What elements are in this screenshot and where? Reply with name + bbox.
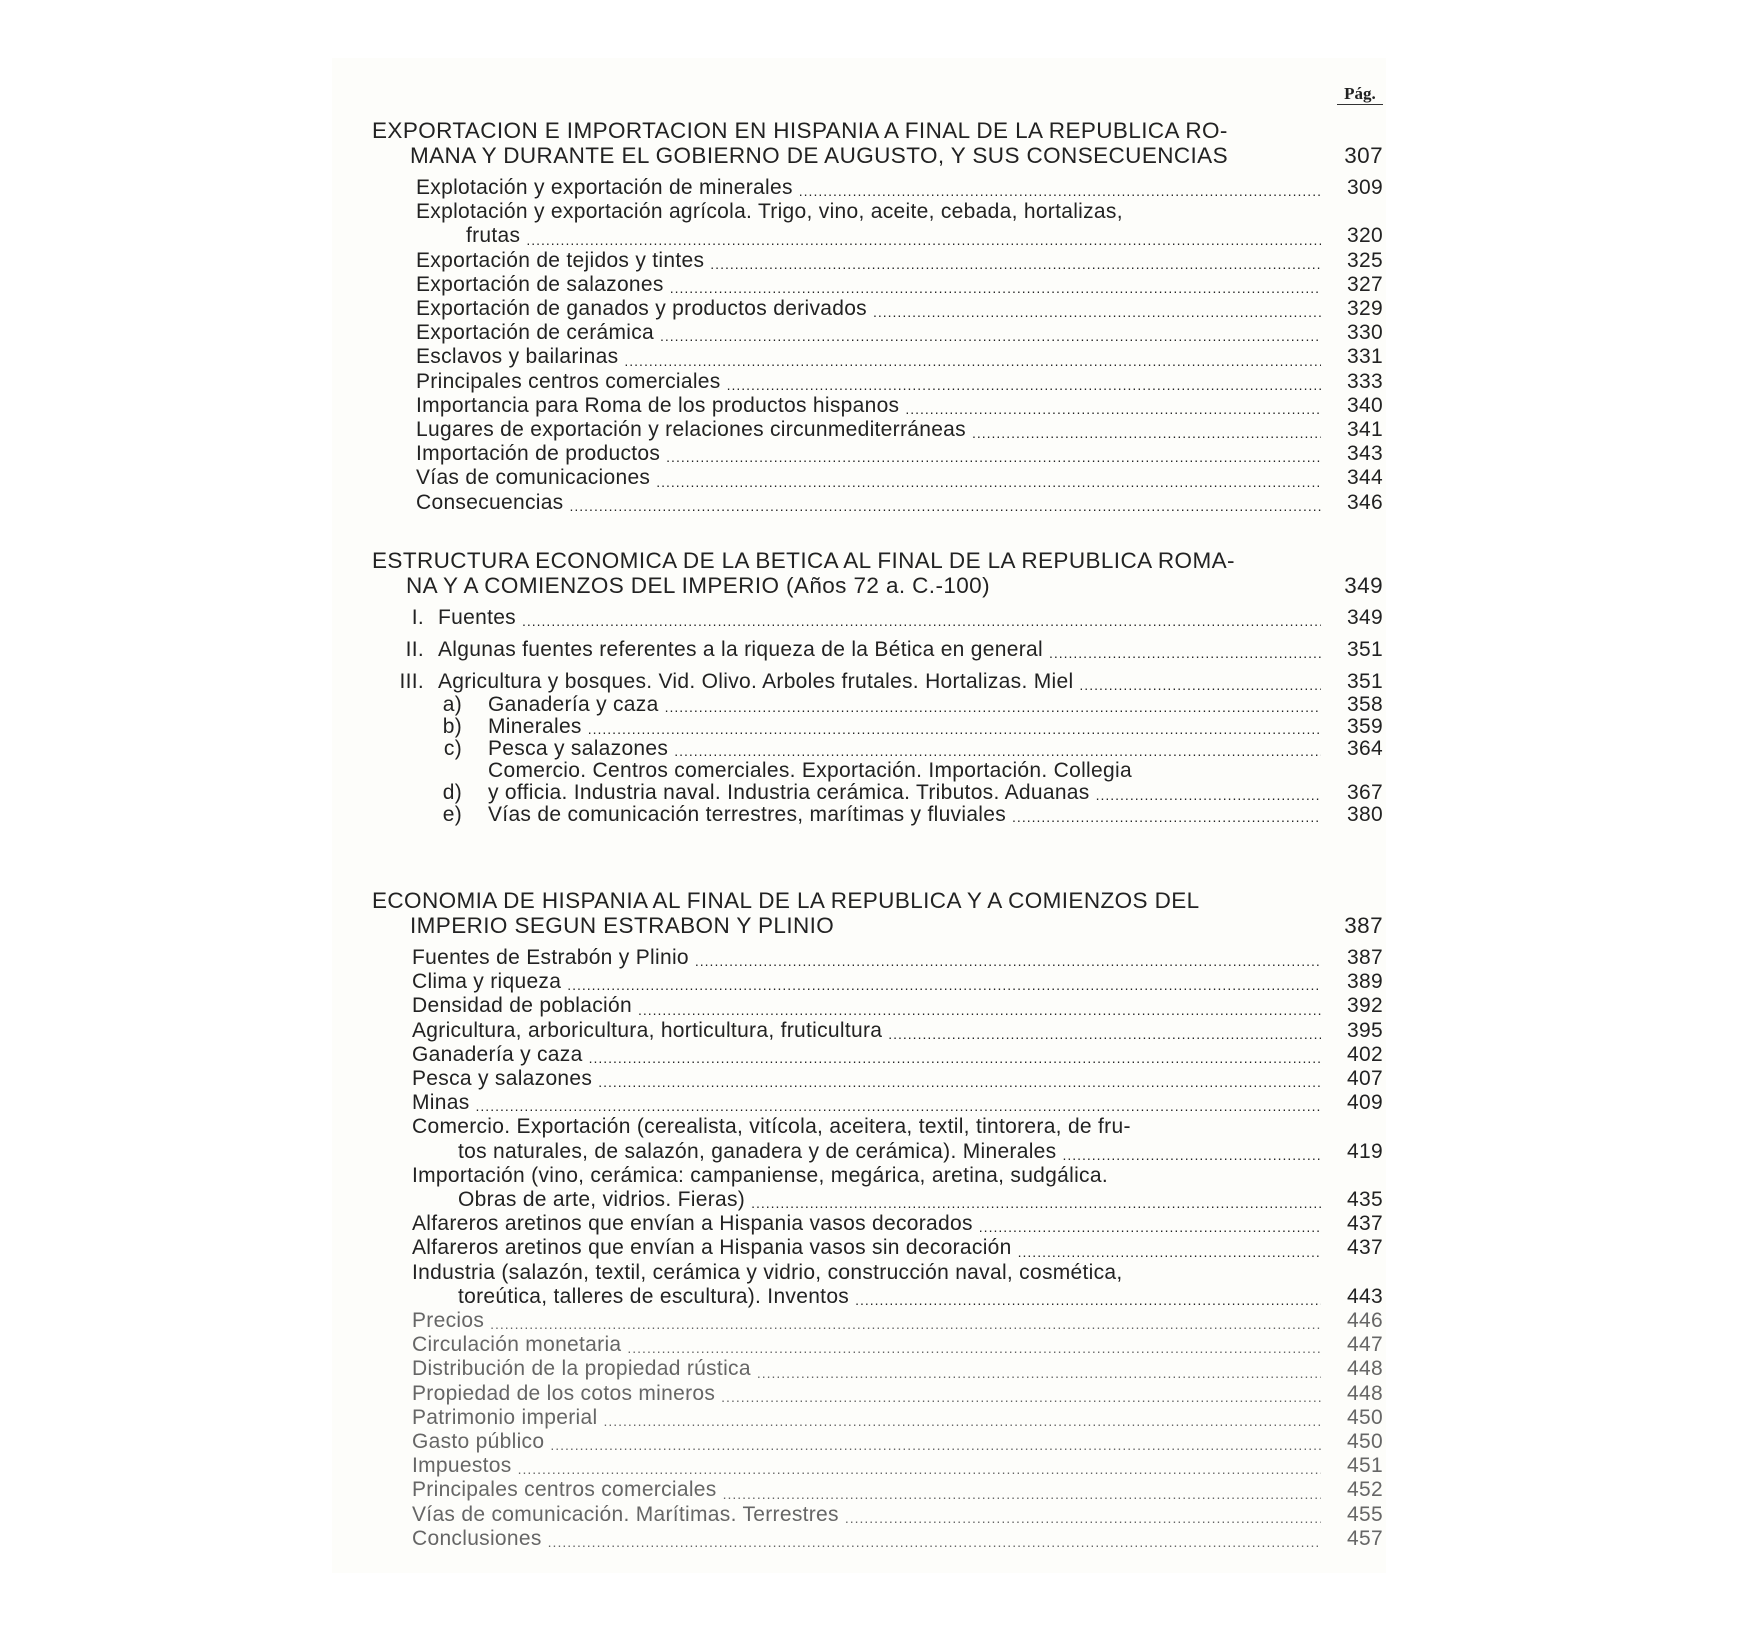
toc-entry <box>412 1430 1383 1454</box>
toc-entry-label: Vías de comunicación terrestres, marítimas y fluviales <box>488 804 1007 826</box>
toc-entry <box>416 249 1383 273</box>
section-2 <box>372 548 1383 826</box>
toc-entry-page: 437 <box>1347 1212 1383 1236</box>
toc-entry <box>416 418 1383 442</box>
entry-number: a) <box>442 693 462 716</box>
toc-numbered-entry <box>372 760 1383 804</box>
entry-number: d) <box>442 781 462 804</box>
toc-entry-page: 344 <box>1347 466 1383 490</box>
toc-entry-label: Precios <box>412 1309 485 1333</box>
toc-entry-page: 320 <box>1347 224 1383 248</box>
toc-entry <box>412 1454 1383 1478</box>
toc-entry-page: 341 <box>1347 418 1383 442</box>
toc-entry-label-continued: toreútica, talleres de escultura). Inventos <box>458 1284 850 1308</box>
dot-leader <box>1049 644 1321 662</box>
toc-entry-label: Fuentes de Estrabón y Plinio <box>412 946 689 969</box>
toc-entry-label-continued: y officia. Industria naval. Industria cerámica. Tributos. Aduanas <box>488 781 1090 804</box>
toc-entry-page: 392 <box>1347 994 1383 1018</box>
toc-entry-page: 367 <box>1347 781 1383 804</box>
toc-entry-label: Importancia para Roma de los productos hispanos <box>416 393 900 417</box>
toc-entry <box>412 1357 1383 1381</box>
toc-entry <box>412 1478 1383 1502</box>
entry-number: I. <box>411 606 424 629</box>
section-1-heading <box>372 118 1383 168</box>
dot-leader <box>799 182 1321 200</box>
toc-entry-page: 364 <box>1347 737 1383 760</box>
toc-entry-page: 327 <box>1347 272 1383 296</box>
dot-leader <box>1096 786 1321 804</box>
section-1-heading-line-2: MANA Y DURANTE EL GOBIERNO DE AUGUSTO, Y SUS CONSECUENCIAS <box>410 143 1228 168</box>
section-3-heading <box>372 888 1383 938</box>
toc-entry-label: Principales centros comerciales <box>412 1478 717 1502</box>
dot-leader <box>721 1388 1321 1406</box>
toc-entry-page: 419 <box>1347 1139 1383 1163</box>
toc-entry-label: Propiedad de los cotos mineros <box>412 1381 716 1405</box>
dot-leader <box>888 1025 1321 1043</box>
toc-entry <box>412 1043 1383 1067</box>
toc-entry-page: 340 <box>1347 393 1383 417</box>
toc-entry-label: Importación (vino, cerámica: campaniense, megárica, aretina, sudgálica. <box>412 1163 1108 1187</box>
dot-leader <box>522 612 1321 630</box>
entry-number: e) <box>442 803 462 826</box>
toc-entry-label: Ganadería y caza <box>412 1042 583 1066</box>
toc-entry-label-continued: Obras de arte, vidrios. Fieras) <box>458 1188 746 1212</box>
section-2-page: 349 <box>1344 573 1383 598</box>
dot-leader <box>727 376 1321 394</box>
toc-entry-label: Importación de productos <box>416 442 661 466</box>
toc-entry-page: 455 <box>1347 1502 1383 1526</box>
toc-entry-page: 330 <box>1347 321 1383 345</box>
dot-leader <box>972 424 1321 442</box>
toc-entry-page: 380 <box>1347 803 1383 826</box>
toc-entry-label: Exportación de ganados y productos derivados <box>416 297 867 321</box>
toc-numbered-entry <box>372 738 1383 760</box>
toc-entry-page: 437 <box>1347 1236 1383 1260</box>
toc-entry-label: Algunas fuentes referentes a la riqueza de la Bética en general <box>438 638 1043 661</box>
toc-entry-page: 351 <box>1347 638 1383 661</box>
dot-leader <box>550 1436 1321 1454</box>
dot-leader <box>1018 1243 1321 1261</box>
toc-entry <box>412 1503 1383 1527</box>
dot-leader <box>518 1460 1321 1478</box>
dot-leader <box>670 279 1321 297</box>
dot-leader <box>570 497 1322 515</box>
toc-entry-page: 447 <box>1347 1333 1383 1357</box>
toc-entry-page: 325 <box>1347 248 1383 272</box>
dot-leader <box>873 303 1321 321</box>
toc-numbered-entry <box>372 694 1383 716</box>
toc-numbered-entry <box>372 804 1383 826</box>
toc-entry-page: 435 <box>1347 1188 1383 1212</box>
toc-entry-label: Industria (salazón, textil, cerámica y vidrio, construcción naval, cosmética, <box>412 1260 1123 1284</box>
toc-entry-label: Impuestos <box>412 1454 512 1478</box>
toc-entry <box>416 297 1383 321</box>
toc-numbered-entry <box>372 638 1383 662</box>
toc-entry-label: Clima y riqueza <box>412 970 562 994</box>
toc-entry <box>412 1212 1383 1236</box>
toc-entry-page: 358 <box>1347 693 1383 716</box>
toc-entry-page: 446 <box>1347 1309 1383 1333</box>
dot-leader <box>674 742 1321 760</box>
toc-entry <box>412 1115 1383 1163</box>
toc-entry-page: 407 <box>1347 1067 1383 1091</box>
toc-entry-label: Lugares de exportación y relaciones circunmediterráneas <box>416 418 966 442</box>
toc-entry-label: Vías de comunicación. Marítimas. Terrestres <box>412 1502 839 1526</box>
toc-entry-page: 457 <box>1347 1526 1383 1550</box>
toc-entry-label: Gasto público <box>412 1430 545 1454</box>
section-3-heading-line-1: ECONOMIA DE HISPANIA AL FINAL DE LA REPUBLICA Y A COMIENZOS DEL <box>372 888 1200 913</box>
toc-entry-label: Vías de comunicaciones <box>416 466 651 490</box>
dot-leader <box>710 255 1321 273</box>
section-3 <box>372 888 1383 1551</box>
section-2-heading-line-1: ESTRUCTURA ECONOMICA DE LA BETICA AL FINAL DE LA REPUBLICA ROMA- <box>372 548 1235 573</box>
toc-entry <box>416 466 1383 490</box>
dot-leader <box>588 720 1321 738</box>
entry-number: b) <box>442 715 462 738</box>
toc-entry-page: 343 <box>1347 442 1383 466</box>
toc-entry <box>412 1406 1383 1430</box>
toc-entry-page: 451 <box>1347 1454 1383 1478</box>
toc-entry-label: Esclavos y bailarinas <box>416 345 619 369</box>
section-3-heading-line-2: IMPERIO SEGUN ESTRABON Y PLINIO <box>410 913 835 938</box>
toc-entry <box>412 1333 1383 1357</box>
toc-entry-label: Ganadería y caza <box>488 694 659 716</box>
dot-leader <box>666 448 1321 466</box>
dot-leader <box>1079 676 1321 694</box>
dot-leader <box>855 1291 1321 1309</box>
toc-entry <box>416 442 1383 466</box>
toc-entry-page: 387 <box>1347 946 1383 969</box>
toc-entry <box>412 1019 1383 1043</box>
toc-entry-page: 331 <box>1347 345 1383 369</box>
toc-entry-label: Circulación monetaria <box>412 1333 622 1357</box>
page-column-label: Pág. <box>1337 84 1383 105</box>
toc-entry <box>416 273 1383 297</box>
section-3-entries <box>372 946 1383 1551</box>
dot-leader <box>603 1412 1321 1430</box>
toc-entry-label: Comercio. Centros comerciales. Exportación. Importación. Collegia <box>488 760 1132 782</box>
dot-leader <box>638 1001 1321 1019</box>
toc-numbered-entry <box>372 670 1383 694</box>
toc-entry-label: Densidad de población <box>412 994 632 1018</box>
toc-entry <box>416 370 1383 394</box>
toc-entry <box>412 1527 1383 1551</box>
toc-entry-label: Agricultura, arboricultura, horticultura, fruticultura <box>412 1018 883 1042</box>
toc-entry-label: Distribución de la propiedad rústica <box>412 1357 751 1381</box>
dot-leader <box>526 231 1321 249</box>
toc-entry-label: Alfareros aretinos que envían a Hispania vasos sin decoración <box>412 1236 1012 1260</box>
toc-entry-page: 450 <box>1347 1430 1383 1454</box>
toc-entry <box>416 491 1383 515</box>
toc-numbered-entry <box>372 606 1383 630</box>
toc-entry-label: Principales centros comerciales <box>416 369 721 393</box>
entry-number: II. <box>405 638 424 661</box>
dot-leader <box>660 327 1321 345</box>
dot-leader <box>627 1339 1321 1357</box>
toc-entry-page: 389 <box>1347 970 1383 994</box>
toc-entry <box>412 1164 1383 1212</box>
dot-leader <box>757 1364 1321 1382</box>
toc-entry-page: 443 <box>1347 1284 1383 1308</box>
dot-leader <box>979 1218 1321 1236</box>
toc-entry-page: 351 <box>1347 670 1383 693</box>
section-2-heading <box>372 548 1383 598</box>
toc-entry <box>412 1067 1383 1091</box>
toc-entry-label: Conclusiones <box>412 1526 542 1550</box>
toc-entry-label: Minerales <box>488 716 582 738</box>
toc-entry <box>416 176 1383 200</box>
dot-leader <box>490 1315 1321 1333</box>
dot-leader <box>1012 808 1321 826</box>
toc-entry <box>412 1382 1383 1406</box>
toc-entry-label: Comercio. Exportación (cerealista, vitícola, aceitera, textil, tintorera, de fru- <box>412 1115 1131 1139</box>
toc-entry-label: Patrimonio imperial <box>412 1405 598 1429</box>
toc-entry-page: 450 <box>1347 1405 1383 1429</box>
entry-number: c) <box>443 737 462 760</box>
dot-leader <box>1062 1146 1321 1164</box>
toc-entry-label: Exportación de tejidos y tintes <box>416 248 705 272</box>
dot-leader <box>665 698 1321 716</box>
dot-leader <box>695 952 1321 970</box>
toc-entry <box>412 1091 1383 1115</box>
toc-entry-label: Exportación de salazones <box>416 272 664 296</box>
section-1-page: 307 <box>1344 143 1383 168</box>
toc-entry-page: 359 <box>1347 715 1383 738</box>
toc-entry-page: 409 <box>1347 1091 1383 1115</box>
toc-entry <box>416 200 1383 248</box>
toc-entry <box>416 394 1383 418</box>
dot-leader <box>589 1049 1321 1067</box>
dot-leader <box>624 352 1321 370</box>
toc-entry-page: 448 <box>1347 1357 1383 1381</box>
dot-leader <box>845 1509 1321 1527</box>
toc-entry-label: Explotación y exportación de minerales <box>416 176 793 199</box>
toc-entry-page: 349 <box>1347 606 1383 629</box>
toc-entry <box>412 994 1383 1018</box>
section-3-page: 387 <box>1344 913 1383 938</box>
toc-entry-page: 309 <box>1347 176 1383 199</box>
toc-numbered-entry <box>372 716 1383 738</box>
toc-entry <box>412 970 1383 994</box>
section-1-heading-line-1: EXPORTACION E IMPORTACION EN HISPANIA A FINAL DE LA REPUBLICA RO- <box>372 118 1228 143</box>
dot-leader <box>567 976 1321 994</box>
toc-entry <box>412 1309 1383 1333</box>
dot-leader <box>905 400 1321 418</box>
dot-leader <box>656 473 1321 491</box>
book-page <box>332 58 1386 1573</box>
toc-entry-label: Fuentes <box>438 606 516 629</box>
toc-entry-label: Minas <box>412 1091 470 1115</box>
toc-entry-page: 329 <box>1347 297 1383 321</box>
section-2-letter-entries <box>372 694 1383 826</box>
toc-entry-label: Alfareros aretinos que envían a Hispania vasos decorados <box>412 1212 973 1236</box>
dot-leader <box>548 1533 1321 1551</box>
toc-entry-label: Exportación de cerámica <box>416 321 655 345</box>
toc-entry-label: Explotación y exportación agrícola. Trigo, vino, aceite, cebada, hortalizas, <box>416 200 1123 224</box>
toc-entry <box>412 1261 1383 1309</box>
entry-number: III. <box>399 670 424 693</box>
toc-entry-page: 333 <box>1347 369 1383 393</box>
dot-leader <box>598 1073 1321 1091</box>
toc-entry-page: 402 <box>1347 1042 1383 1066</box>
dot-leader <box>723 1485 1321 1503</box>
toc-entry <box>416 321 1383 345</box>
dot-leader <box>751 1194 1321 1212</box>
toc-entry-page: 346 <box>1347 490 1383 514</box>
toc-entry <box>412 946 1383 970</box>
toc-entry-label-continued: frutas <box>466 224 521 248</box>
toc-entry-label: Consecuencias <box>416 490 564 514</box>
section-1 <box>372 118 1383 515</box>
toc-entry-page: 452 <box>1347 1478 1383 1502</box>
toc-entry-page: 395 <box>1347 1018 1383 1042</box>
toc-entry-label: Pesca y salazones <box>412 1067 593 1091</box>
toc-entry <box>412 1236 1383 1260</box>
toc-entry <box>416 345 1383 369</box>
section-1-entries <box>372 176 1383 515</box>
toc-entry-page: 448 <box>1347 1381 1383 1405</box>
section-2-roman-entries <box>372 606 1383 694</box>
toc-entry-label-continued: tos naturales, de salazón, ganadera y de cerámica). Minerales <box>458 1139 1057 1163</box>
toc-entry-label: Pesca y salazones <box>488 738 669 760</box>
toc-entry-label: Agricultura y bosques. Vid. Olivo. Arboles frutales. Hortalizas. Miel <box>438 670 1074 693</box>
dot-leader <box>476 1097 1321 1115</box>
section-2-heading-line-2: NA Y A COMIENZOS DEL IMPERIO (Años 72 a. C.-100) <box>406 573 990 598</box>
